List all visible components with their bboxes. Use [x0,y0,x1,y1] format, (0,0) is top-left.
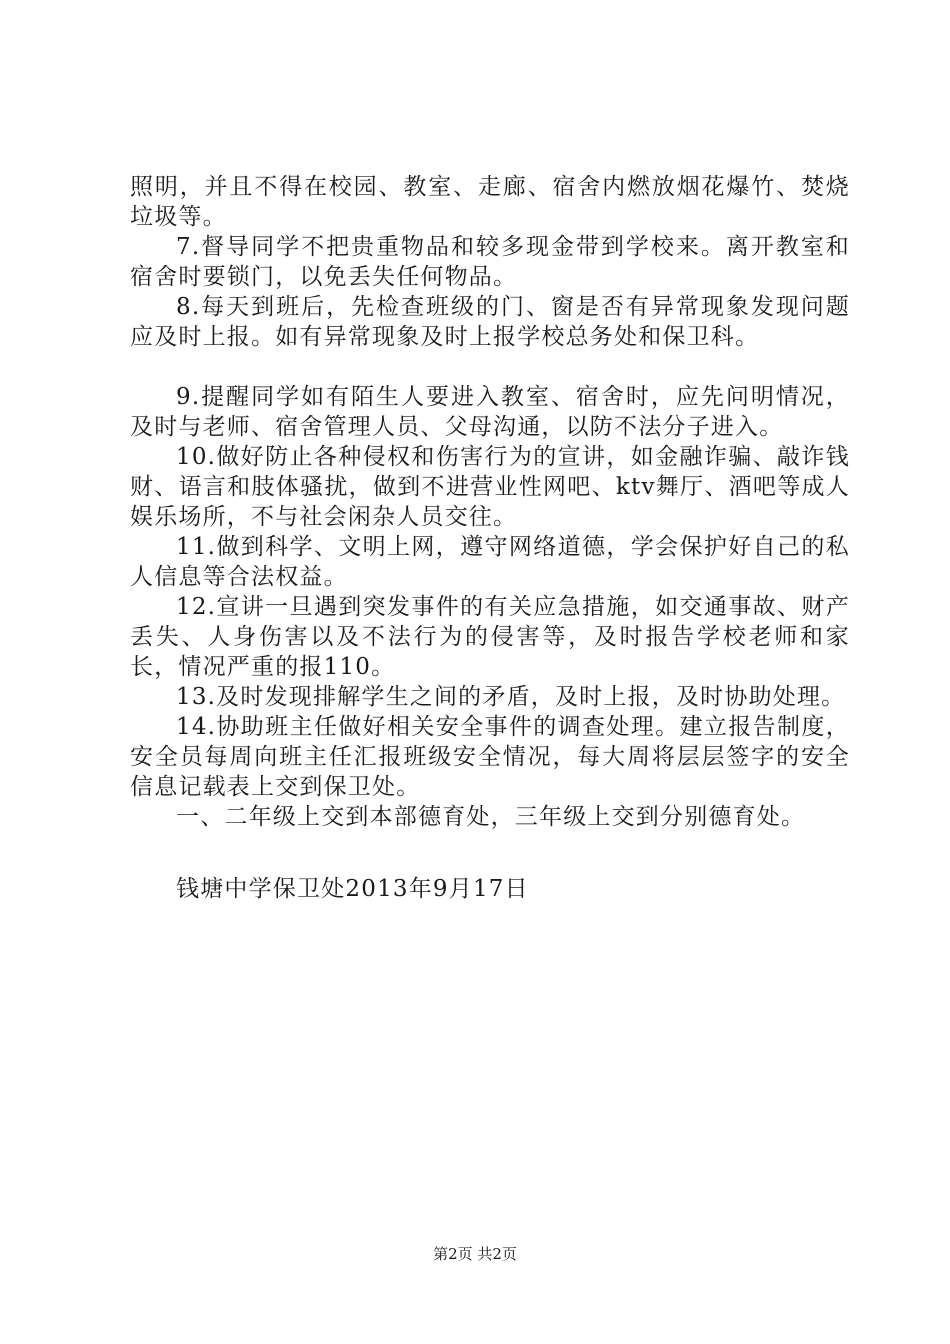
paragraph-item-10: 10.做好防止各种侵权和伤害行为的宣讲，如金融诈骗、敲诈钱财、语言和肢体骚扰，做到不进营业性网吧、ktv舞厅、酒吧等成人娱乐场所，不与社会闲杂人员交往。 [130,444,850,530]
paragraph-continuation: 照明，并且不得在校园、教室、走廊、宿舍内燃放烟花爆竹、焚烧垃圾等。 [130,174,850,230]
paragraph-item-11: 11.做到科学、文明上网，遵守网络道德，学会保护好自己的私人信息等合法权益。 [130,534,850,590]
paragraph-submission-note: 一、二年级上交到本部德育处，三年级上交到分别德育处。 [176,804,806,830]
signature-line: 钱塘中学保卫处2013年9月17日 [176,876,529,902]
document-body [130,172,850,904]
paragraph-item-12: 12.宣讲一旦遇到突发事件的有关应急措施，如交通事故、财产丢失、人身伤害以及不法行为的侵害等，及时报告学校老师和家长，情况严重的报110。 [130,594,850,680]
page-footer: 第2页 共2页 [433,1245,517,1263]
paragraph-item-14: 14.协助班主任做好相关安全事件的调查处理。建立报告制度，安全员每周向班主任汇报班级安全情况，每大周将层层签字的安全信息记载表上交到保卫处。 [130,714,850,800]
paragraph-item-13: 13.及时发现排解学生之间的矛盾，及时上报，及时协助处理。 [176,684,846,710]
paragraph-item-8: 8.每天到班后，先检查班级的门、窗是否有异常现象发现问题应及时上报。如有异常现象及时上报学校总务处和保卫科。 [130,294,850,350]
paragraph-item-9: 9.提醒同学如有陌生人要进入教室、宿舍时，应先问明情况，及时与老师、宿舍管理人员、父母沟通，以防不法分子进入。 [130,384,850,440]
paragraph-item-7: 7.督导同学不把贵重物品和较多现金带到学校来。离开教室和宿舍时要锁门，以免丢失任何物品。 [130,234,850,290]
